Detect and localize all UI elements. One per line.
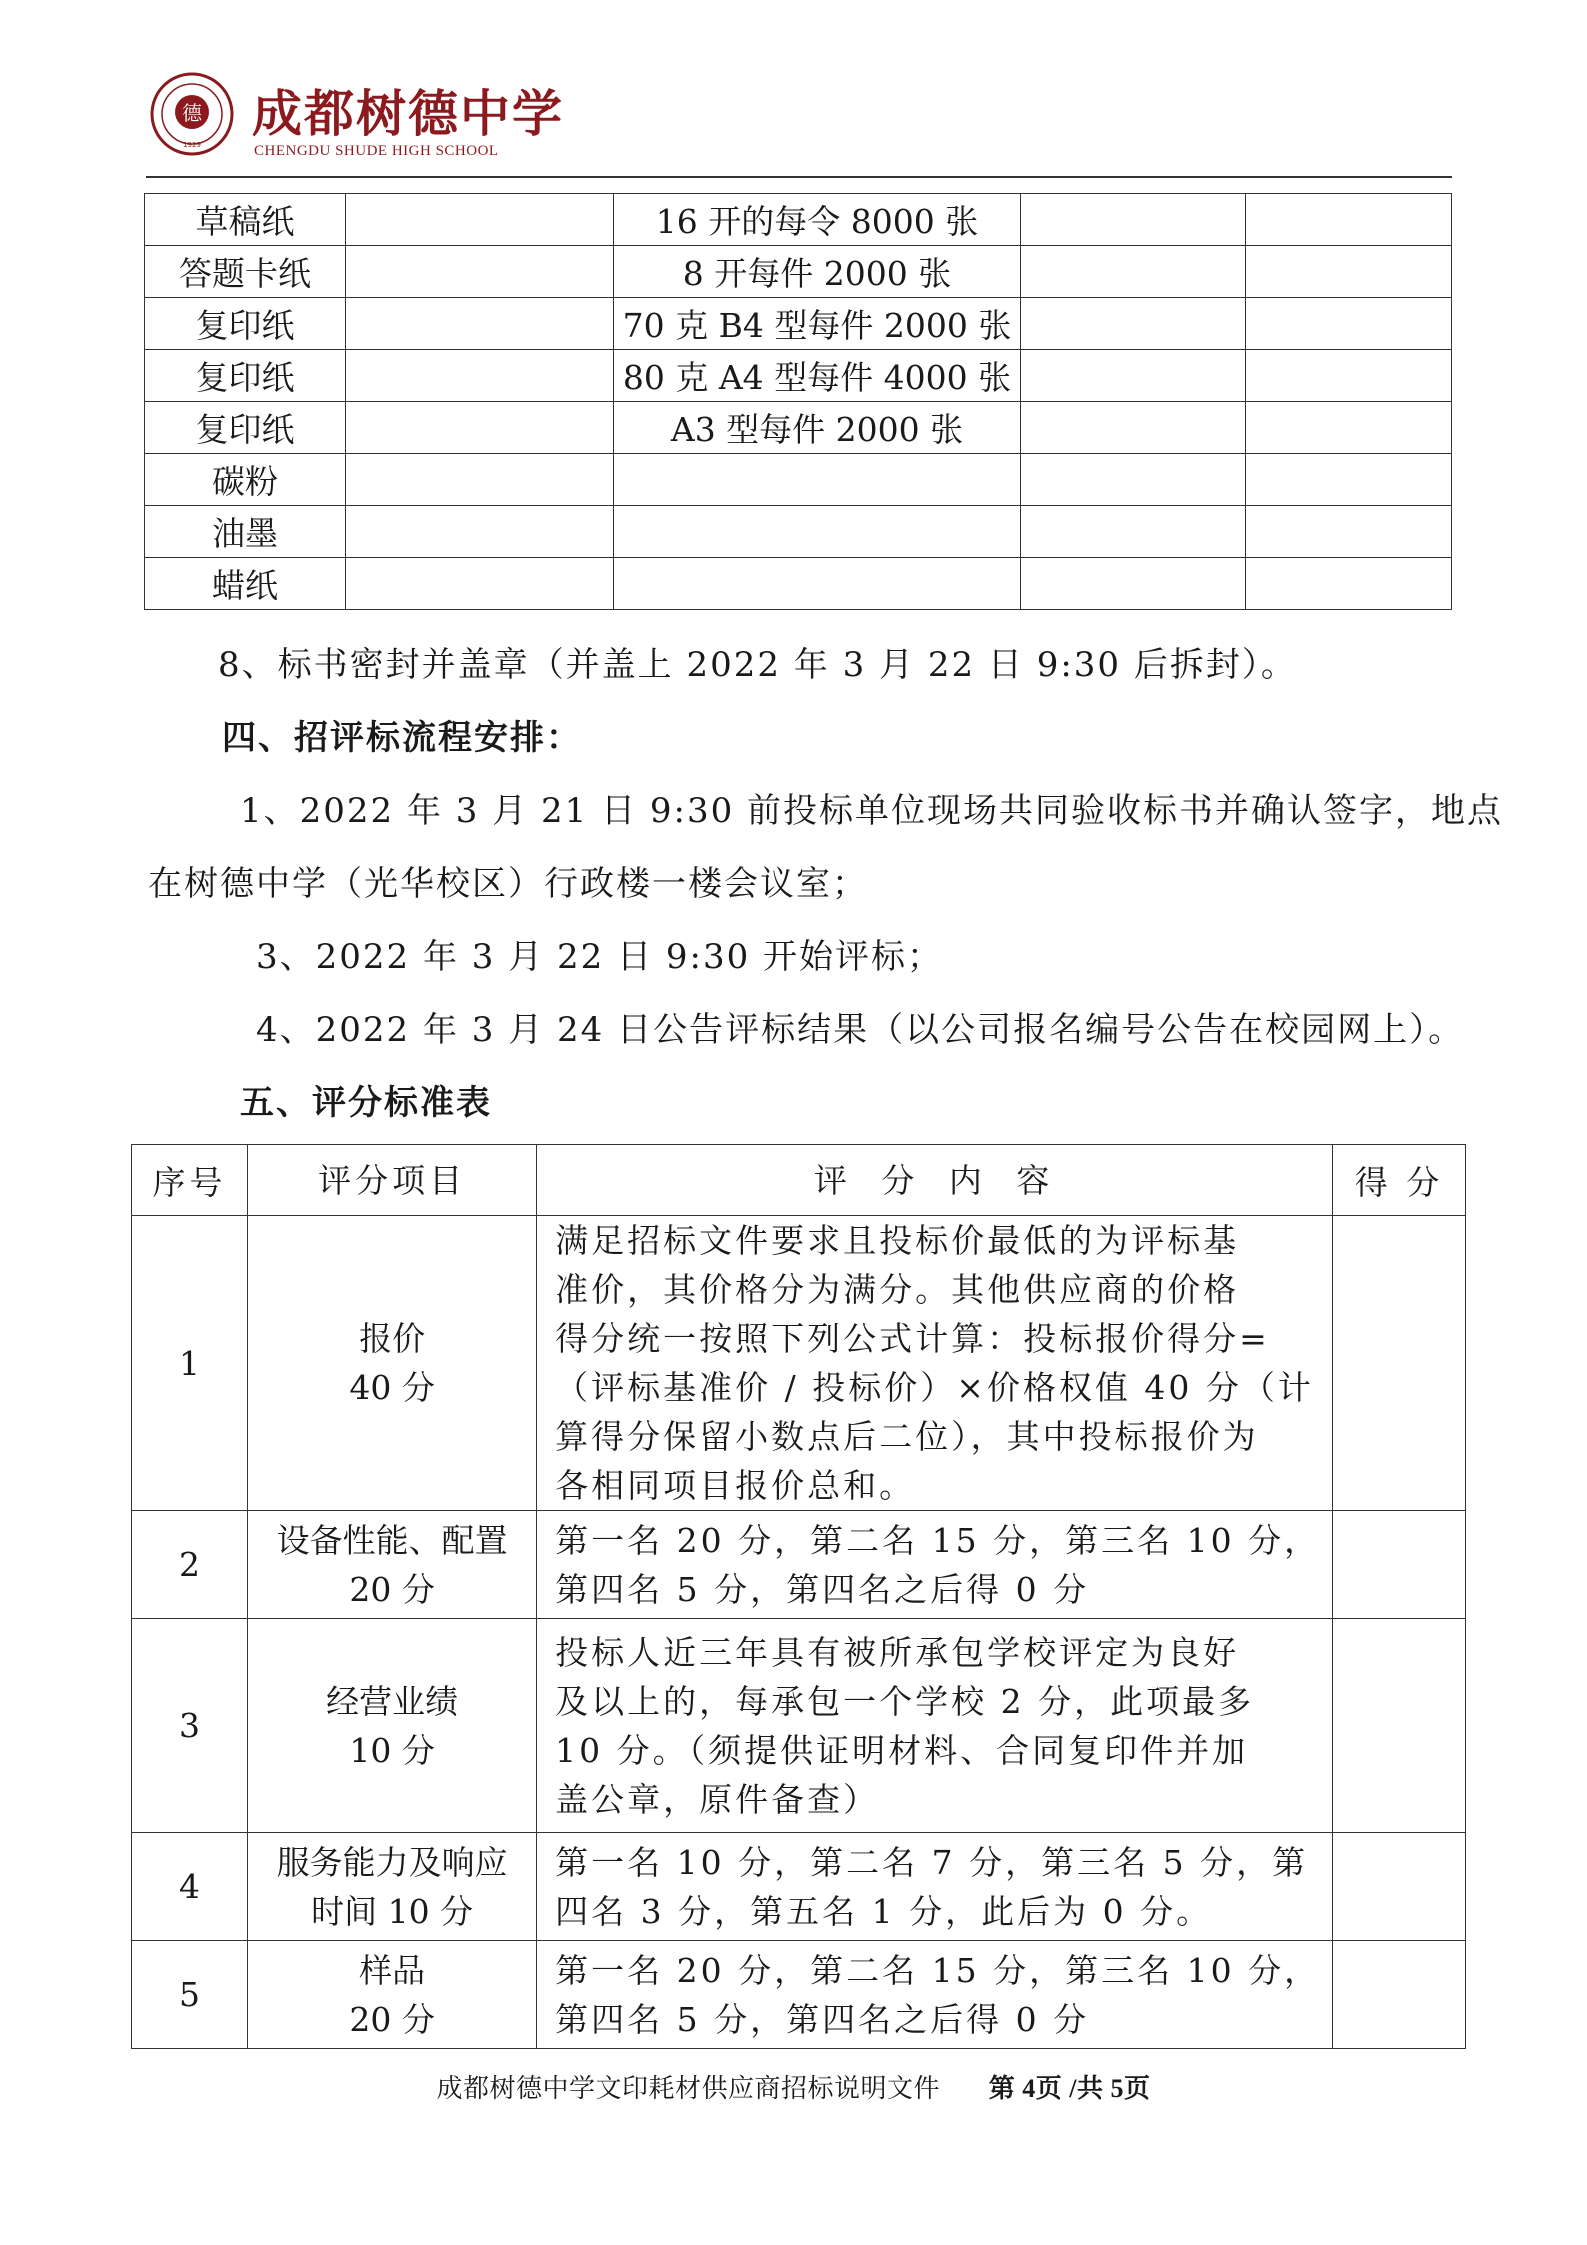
table-cell — [1021, 558, 1246, 610]
cell-line: 四名 3 分，第五名 1 分，此后为 0 分。 — [555, 1891, 1213, 1931]
section-4-item-1-cont: 在树德中学（光华校区）行政楼一楼会议室； — [148, 864, 868, 904]
supply-spec: 16 开的每令 8000 张 — [614, 194, 1021, 246]
cell-line: 第一名 10 分，第二名 7 分，第三名 5 分，第 — [555, 1842, 1309, 1882]
table-cell — [1246, 298, 1452, 350]
table-cell — [1246, 402, 1452, 454]
section-4-item-3: 3、2022 年 3 月 22 日 9:30 开始评标； — [256, 937, 944, 977]
page-footer — [0, 2068, 1587, 2105]
supply-spec: 80 克 A4 型每件 4000 张 — [614, 350, 1021, 402]
cell-line: 时间 10 分 — [311, 1891, 474, 1931]
header-item: 评分项目 — [248, 1145, 537, 1216]
row-item — [248, 1833, 537, 1941]
cell-line: 40 分 — [349, 1368, 435, 1407]
cell-line: 第四名 5 分，第四名之后得 0 分 — [555, 1569, 1090, 1609]
row-item — [248, 1511, 537, 1619]
cell-line: 各相同项目报价总和。 — [555, 1466, 916, 1505]
supply-name: 复印纸 — [145, 298, 346, 350]
supply-spec — [614, 558, 1021, 610]
table-cell — [346, 298, 614, 350]
table-cell — [1246, 558, 1452, 610]
table-row — [145, 350, 1452, 402]
school-name: 成都树德中学 — [252, 84, 564, 143]
supply-spec — [614, 454, 1021, 506]
row-no: 3 — [132, 1619, 248, 1833]
supply-spec: 70 克 B4 型每件 2000 张 — [614, 298, 1021, 350]
school-name-en: CHENGDU SHUDE HIGH SCHOOL — [254, 143, 499, 159]
row-item — [248, 1216, 537, 1511]
table-row — [132, 1619, 1466, 1833]
supply-name: 复印纸 — [145, 350, 346, 402]
table-cell — [1246, 454, 1452, 506]
cell-line: 10 分。（须提供证明材料、合同复印件并加 — [555, 1730, 1249, 1770]
cell-line: 第一名 20 分，第二名 15 分，第三名 10 分， — [555, 1950, 1321, 1990]
cell-line: 10 分 — [349, 1730, 435, 1770]
section-4-item-4: 4、2022 年 3 月 24 日公告评标结果（以公司报名编号公告在校园网上）。 — [256, 1010, 1465, 1050]
table-cell — [1021, 350, 1246, 402]
supply-name: 答题卡纸 — [145, 246, 346, 298]
row-content — [537, 1619, 1333, 1833]
footer-page-info: 第 4页 /共 5页 — [988, 2074, 1151, 2103]
row-content — [537, 1216, 1333, 1511]
table-cell — [1021, 194, 1246, 246]
table-row — [145, 246, 1452, 298]
footer-doc-title: 成都树德中学文印耗材供应商招标说明文件 — [436, 2074, 940, 2104]
supply-spec: A3 型每件 2000 张 — [614, 402, 1021, 454]
logo-glyph: 德 — [182, 101, 202, 125]
row-content — [537, 1941, 1333, 2049]
section-4-item-1: 1、2022 年 3 月 21 日 9:30 前投标单位现场共同验收标书并确认签字，地点 — [240, 791, 1504, 831]
table-cell — [346, 194, 614, 246]
cell-line: 投标人近三年具有被所承包学校评定为良好 — [555, 1632, 1240, 1672]
table-row — [145, 558, 1452, 610]
table-cell — [346, 350, 614, 402]
supply-name: 碳粉 — [145, 454, 346, 506]
cell-line: 满足招标文件要求且投标价最低的为评标基 — [555, 1221, 1240, 1260]
table-row — [132, 1941, 1466, 2049]
table-row — [145, 506, 1452, 558]
table-cell — [346, 246, 614, 298]
table-cell — [346, 454, 614, 506]
row-content — [537, 1833, 1333, 1941]
row-no: 2 — [132, 1511, 248, 1619]
row-score — [1333, 1511, 1466, 1619]
supply-spec — [614, 506, 1021, 558]
supply-name: 复印纸 — [145, 402, 346, 454]
table-cell — [346, 506, 614, 558]
table-cell — [346, 402, 614, 454]
cell-line: 经营业绩 — [326, 1681, 459, 1721]
row-score — [1333, 1833, 1466, 1941]
table-row — [145, 402, 1452, 454]
table-header-row — [132, 1145, 1466, 1216]
cell-line: 第四名 5 分，第四名之后得 0 分 — [555, 1999, 1090, 2039]
row-score — [1333, 1619, 1466, 1833]
section-4-title: 四、招评标流程安排： — [222, 718, 582, 758]
header-no: 序号 — [132, 1145, 248, 1216]
supply-spec: 8 开每件 2000 张 — [614, 246, 1021, 298]
supply-table — [144, 193, 1452, 610]
para-8: 8、标书密封并盖章（并盖上 2022 年 3 月 22 日 9:30 后拆封）。 — [218, 645, 1297, 685]
header-content: 评 分 内 容 — [537, 1145, 1333, 1216]
table-cell — [1246, 350, 1452, 402]
cell-line: 服务能力及响应 — [276, 1842, 508, 1882]
cell-line: 报价 — [359, 1319, 426, 1358]
cell-line: 及以上的，每承包一个学校 2 分，此项最多 — [555, 1681, 1255, 1721]
row-no: 4 — [132, 1833, 248, 1941]
table-row — [145, 298, 1452, 350]
table-cell — [1246, 194, 1452, 246]
supply-name: 蜡纸 — [145, 558, 346, 610]
table-cell — [1021, 506, 1246, 558]
section-5-title: 五、评分标准表 — [240, 1083, 492, 1123]
table-row — [145, 194, 1452, 246]
logo-year: 1929 — [183, 141, 201, 149]
header-score: 得 分 — [1333, 1145, 1466, 1216]
row-no: 5 — [132, 1941, 248, 2049]
cell-line: 20 分 — [349, 1999, 435, 2039]
table-cell — [1246, 246, 1452, 298]
row-item — [248, 1941, 537, 2049]
table-row — [132, 1216, 1466, 1511]
cell-line: 样品 — [359, 1950, 426, 1990]
table-row — [145, 454, 1452, 506]
row-score — [1333, 1216, 1466, 1511]
supply-name: 草稿纸 — [145, 194, 346, 246]
header-rule — [146, 176, 1452, 178]
table-cell — [1021, 246, 1246, 298]
table-row — [132, 1833, 1466, 1941]
table-row — [132, 1511, 1466, 1619]
row-no: 1 — [132, 1216, 248, 1511]
cell-line: 得分统一按照下列公式计算：投标报价得分= — [555, 1319, 1270, 1358]
cell-line: 第一名 20 分，第二名 15 分，第三名 10 分， — [555, 1520, 1321, 1560]
cell-line: 盖公章，原件备查） — [555, 1779, 880, 1819]
cell-line: 准价，其价格分为满分。其他供应商的价格 — [555, 1270, 1240, 1309]
cell-line: 算得分保留小数点后二位），其中投标报价为 — [555, 1417, 1259, 1456]
score-table — [131, 1144, 1466, 2049]
table-cell — [1246, 506, 1452, 558]
table-cell — [1021, 454, 1246, 506]
cell-line: 20 分 — [349, 1569, 435, 1609]
table-cell — [346, 558, 614, 610]
cell-line: （评标基准价 / 投标价）×价格权值 40 分（计 — [555, 1368, 1314, 1407]
supply-name: 油墨 — [145, 506, 346, 558]
table-cell — [1021, 402, 1246, 454]
cell-line: 设备性能、配置 — [276, 1520, 508, 1560]
row-score — [1333, 1941, 1466, 2049]
table-cell — [1021, 298, 1246, 350]
school-logo — [150, 72, 234, 156]
row-item — [248, 1619, 537, 1833]
row-content — [537, 1511, 1333, 1619]
